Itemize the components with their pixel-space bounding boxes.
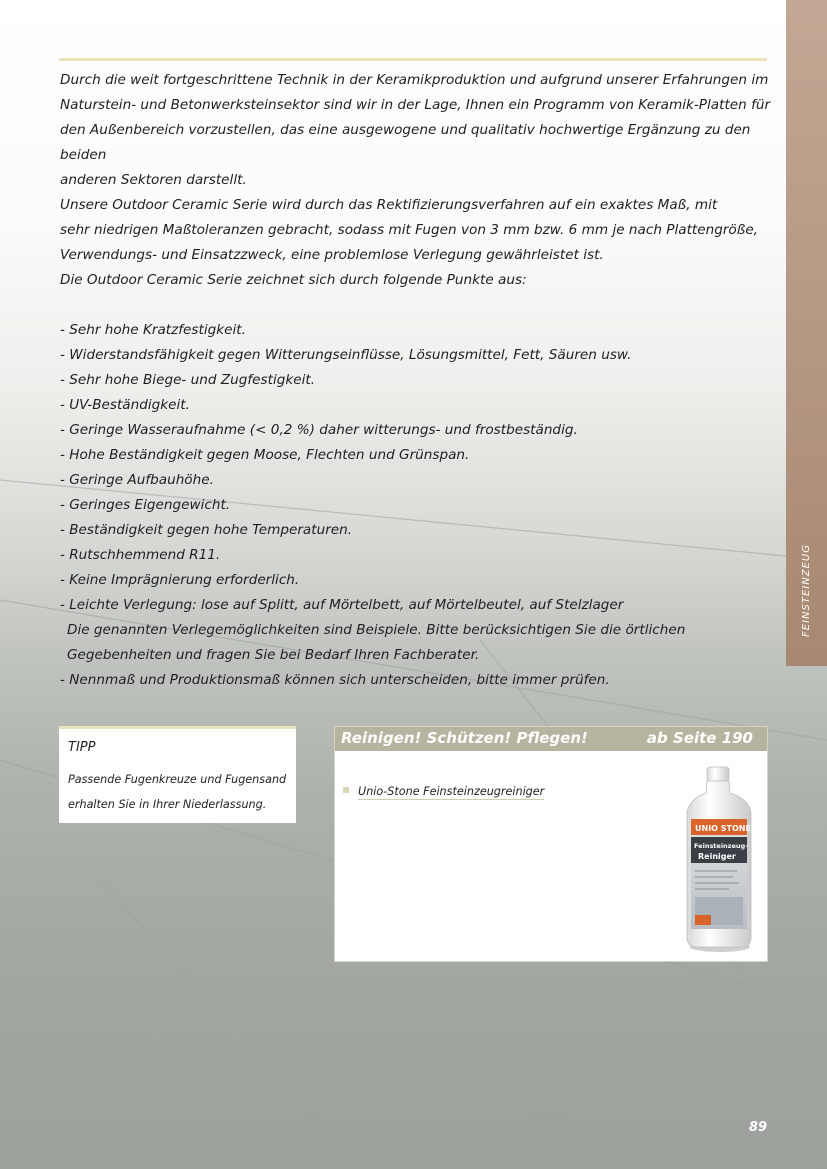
tip-box (59, 726, 296, 823)
bottle-brand-text: UNIO STONE (695, 824, 751, 833)
side-tab-text: FEINSTEINZEUG (801, 543, 813, 637)
feature-item: - Geringes Eigengewicht. (60, 497, 231, 513)
tile-joint (0, 1010, 827, 1169)
tip-title: TIPP (68, 740, 96, 755)
promo-page-ref[interactable]: ab Seite 190 (646, 729, 753, 747)
intro-line: Naturstein- und Betonwerksteinsektor sind wir in der Lage, Ihnen ein Programm von Keramik-Platten für (60, 97, 771, 113)
feature-item: - Beständigkeit gegen hohe Temperaturen. (60, 522, 353, 538)
main-text (60, 68, 780, 693)
feature-laying-line: - Leichte Verlegung: lose auf Splitt, auf Mörtelbett, auf Mörtelbeutel, auf Stelzlager (60, 597, 624, 613)
intro-line: anderen Sektoren darstellt. (60, 172, 247, 188)
feature-item-laying (60, 593, 780, 668)
tip-line: erhalten Sie in Ihrer Niederlassung. (68, 798, 267, 811)
feature-item: - UV-Beständigkeit. (60, 397, 190, 413)
feature-item: - Widerstandsfähigkeit gegen Witterungseinflüsse, Lösungsmittel, Fett, Säuren usw. (60, 347, 632, 363)
feature-item: - Hohe Beständigkeit gegen Moose, Flechten und Grünspan. (60, 447, 470, 463)
bottle-product-line: Feinsteinzeug- (694, 842, 748, 850)
top-divider (59, 58, 767, 61)
promo-product-item[interactable] (343, 785, 544, 798)
intro-line: Die Outdoor Ceramic Serie zeichnet sich durch folgende Punkte aus: (60, 272, 527, 288)
square-bullet-icon (343, 787, 349, 793)
feature-item: - Geringe Aufbauhöhe. (60, 472, 214, 488)
promo-header (335, 727, 767, 751)
bottle-cap (707, 767, 729, 781)
intro-line: Durch die weit fortgeschrittene Technik in der Keramikproduktion und aufgrund unserer Erfahrungen im (60, 72, 769, 88)
side-tab-label (786, 530, 827, 650)
cleaner-bottle-image (683, 765, 757, 953)
tip-text (68, 767, 293, 817)
feature-list (60, 318, 780, 693)
intro-line: Unsere Outdoor Ceramic Serie wird durch das Rektifizierungsverfahren auf ein exaktes Maß, mit (60, 197, 718, 213)
feature-item: - Nennmaß und Produktionsmaß können sich unterscheiden, bitte immer prüfen. (60, 672, 610, 688)
feature-item: - Geringe Wasseraufnahme (< 0,2 %) daher witterungs- und frostbeständig. (60, 422, 578, 438)
page-number: 89 (749, 1120, 768, 1135)
feature-laying-note: Die genannten Verlegemöglichkeiten sind Beispiele. Bitte berücksichtigen Sie die örtlichen (67, 622, 686, 638)
feature-item: - Sehr hohe Kratzfestigkeit. (60, 322, 246, 338)
intro-line: den Außenbereich vorzustellen, das eine ausgewogene und qualitativ hochwertige Ergänzung zu den beiden (60, 122, 751, 163)
feature-laying-note: Gegebenheiten und fragen Sie bei Bedarf Ihren Fachberater. (67, 647, 480, 663)
promo-product-label: Unio-Stone Feinsteinzeugreiniger (358, 785, 545, 798)
bottle-product-line: Reiniger (698, 852, 736, 861)
feature-item: - Keine Imprägnierung erforderlich. (60, 572, 300, 588)
feature-item: - Sehr hohe Biege- und Zugfestigkeit. (60, 372, 316, 388)
bottle-label-accent (695, 915, 711, 925)
tip-line: Passende Fugenkreuze und Fugensand (68, 773, 287, 786)
promo-title: Reinigen! Schützen! Pflegen! (341, 729, 588, 747)
feature-item: - Rutschhemmend R11. (60, 547, 221, 563)
tile-joint (100, 880, 360, 1169)
intro-line: sehr niedrigen Maßtoleranzen gebracht, sodass mit Fugen von 3 mm bzw. 6 mm je nach Plattengröße, (60, 222, 758, 238)
promo-box (334, 726, 768, 962)
intro-line: Verwendungs- und Einsatzzweck, eine problemlose Verlegung gewährleistet ist. (60, 247, 604, 263)
